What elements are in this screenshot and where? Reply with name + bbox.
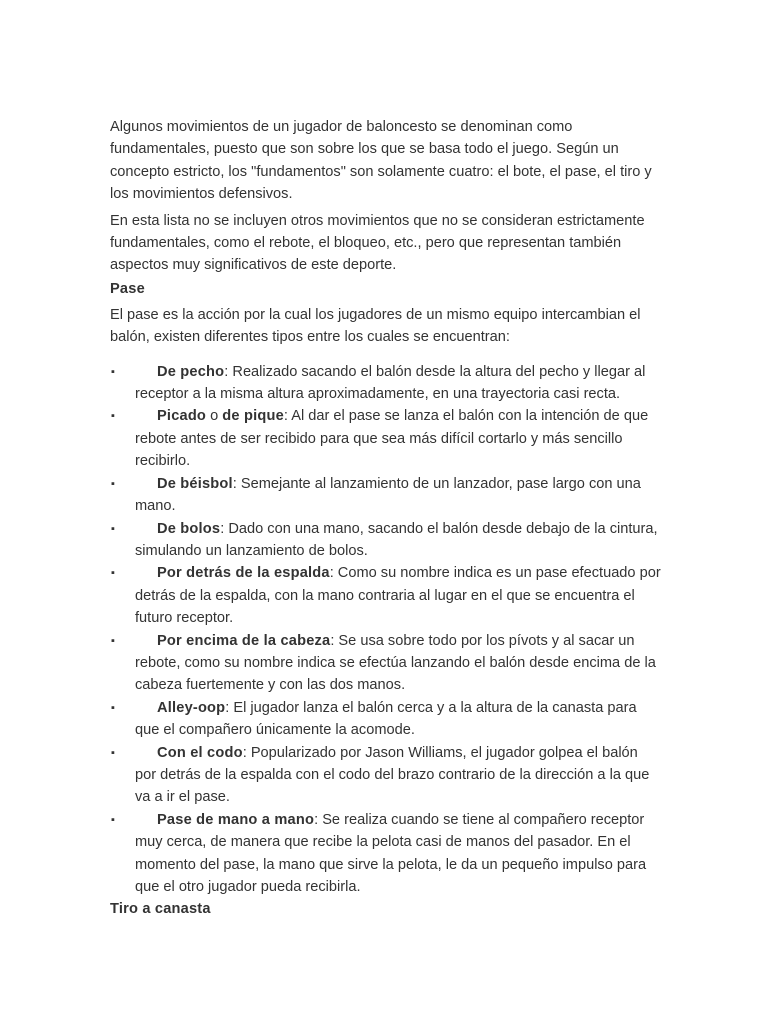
square-bullet-icon: ▪ [111,746,115,759]
intro-paragraph-1: Algunos movimientos de un jugador de baloncesto se denominan como fundamentales, puesto que son sobre los que se basa todo el juego. Según un concepto estricto, los "fundamentos" son solamente cuatro: el bote, el pase, el tiro y los movimientos defensivos. [110,119,652,203]
list-item [110,405,662,472]
item-term: Picado [157,408,207,425]
square-bullet-icon: ▪ [111,701,115,714]
square-bullet-icon: ▪ [111,567,115,580]
item-term: De pecho [157,363,225,380]
item-text: : Realizado sacando el balón desde la altura del pecho y llegar al receptor a la misma altura aproximadamente, en una trayectoria casi recta. [135,363,646,403]
pase-types-list [110,361,662,899]
item-text: : Semejante al lanzamiento de un lanzador, pase largo con una mano. [135,475,641,515]
item-text: : El jugador lanza el balón cerca y a la altura de la canasta para que el compañero únicamente la acomode. [135,699,637,739]
square-bullet-icon: ▪ [111,522,115,535]
list-item [110,361,662,406]
item-term: Pase de mano a mano [157,811,315,828]
square-bullet-icon: ▪ [111,813,115,826]
pase-intro-paragraph: El pase es la acción por la cual los jugadores de un mismo equipo intercambian el balón, existen diferentes tipos entre los cuales se encuentran: [110,306,641,346]
item-term: De bolos [157,520,221,537]
section-heading-tiro: Tiro a canasta [110,901,211,918]
intro-paragraph-2: En esta lista no se incluyen otros movimientos que no se consideran estrictamente fundamentales, como el rebote, el bloqueo, etc., pero que representan también aspectos muy significativos de este deporte. [110,212,645,274]
item-term: De béisbol [157,475,233,492]
square-bullet-icon: ▪ [111,634,115,647]
list-item [110,809,662,899]
item-text: : Al dar el pase se lanza el balón con la intención de que rebote antes de ser recibido para que sea más difícil cortarlo y más sencillo recibirlo. [135,408,649,470]
list-item [110,518,662,563]
list-item [110,742,662,809]
square-bullet-icon: ▪ [111,410,115,423]
item-text: : Dado con una mano, sacando el balón desde debajo de la cintura, simulando un lanzamiento de bolos. [135,520,658,559]
item-text: : Se realiza cuando se tiene al compañero receptor muy cerca, de manera que recibe la pelota casi de manos del pasador. En el momento del pase, la mano que sirve la pelota, le da un pequeño impulso para que el otro jugador pueda recibirla. [135,811,647,895]
item-term: Alley-oop [157,699,226,716]
square-bullet-icon: ▪ [111,365,115,378]
item-connector: o [206,408,223,425]
item-term: Por detrás de la espalda [157,565,330,582]
item-text: : Se usa sobre todo por los pívots y al sacar un rebote, como su nombre indica se efectúa lanzando el balón desde encima de la cabeza fuertemente y con las dos manos. [135,632,656,694]
list-item [110,473,662,518]
item-term: Con el codo [157,744,243,761]
section-heading-pase: Pase [110,280,145,297]
document-page [110,116,662,920]
item-term: Por encima de la cabeza [157,632,331,649]
square-bullet-icon: ▪ [111,477,115,490]
item-term-secondary: de pique [222,408,284,425]
list-item [110,697,662,742]
list-item [110,562,662,629]
item-text: : Popularizado por Jason Williams, el jugador golpea el balón por detrás de la espalda con el codo del brazo contrario de la dirección a la que va a ir el pase. [135,744,650,806]
item-text: : Como su nombre indica es un pase efectuado por detrás de la espalda, con la mano contraria al lugar en el que se encuentra el futuro receptor. [135,565,661,627]
list-item [110,630,662,697]
